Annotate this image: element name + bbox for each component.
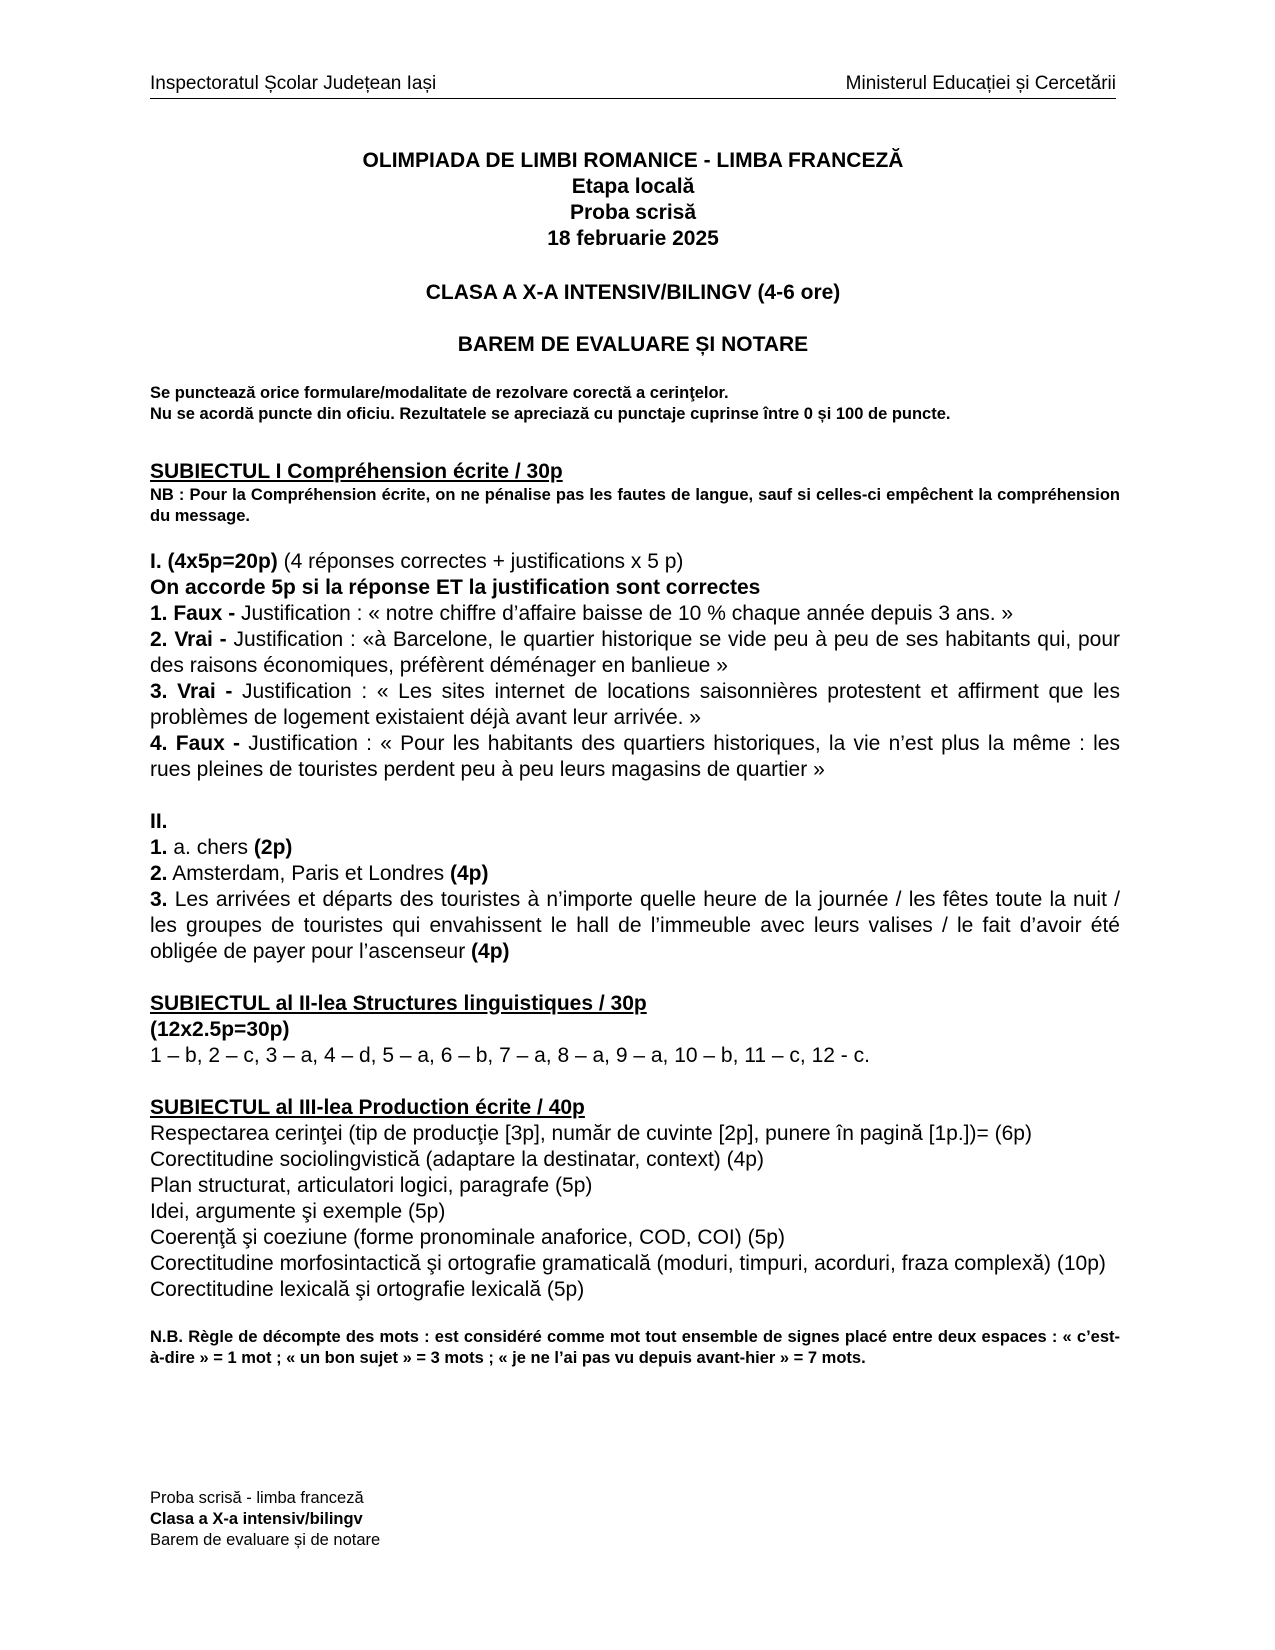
- word-count-note: N.B. Règle de décompte des mots : est considéré comme mot tout ensemble de signes placé entre deux espaces : « c’est-à-dire » = 1 mot ; « un bon sujet » = 3 mots ; « je ne l’ai pas vu depuis avant-hier » = 7 mots.: [150, 1328, 1120, 1367]
- part2-item: [150, 835, 1120, 861]
- criterion-item: Respectarea cerinţei (tip de producţie [3p], număr de cuvinte [2p], punere în pagină [1p.])= (6p): [150, 1122, 1032, 1145]
- item-number: 1. Faux -: [150, 602, 236, 625]
- item-number: 3.: [150, 888, 168, 911]
- part1-label: I. (4x5p=20p): [150, 550, 278, 573]
- part1-item: [150, 679, 1120, 731]
- class-line: CLASA A X-A INTENSIV/BILINGV (4-6 ore): [425, 281, 841, 304]
- criterion-item: Corectitudine lexicală şi ortografie lexicală (5p): [150, 1278, 585, 1301]
- page-header: [150, 72, 1116, 99]
- item-text: a. chers: [167, 836, 254, 859]
- document-body: [150, 383, 1120, 1369]
- footer-exam: Proba scrisă - limba franceză: [150, 1489, 364, 1507]
- item-points: (2p): [253, 836, 293, 859]
- title-olympiad: OLIMPIADA DE LIMBI ROMANICE - LIMBA FRANCEZĂ: [362, 149, 904, 172]
- item-text: Justification : « Les sites internet de locations saisonnières protestent et affirment que les problèmes de logement existaient déjà avant leur arrivée. »: [150, 680, 1120, 729]
- item-text: Justification : « notre chiffre d’affaire baisse de 10 % chaque année depuis 3 ans. »: [235, 602, 1014, 625]
- document-title: [150, 148, 1116, 252]
- general-note-1: Se punctează orice formulare/modalitate de rezolvare corectă a cerinţelor.: [150, 384, 729, 402]
- header-ministry: Ministerul Educației și Cercetării: [845, 73, 1116, 94]
- part1-rule: On accorde 5p si la réponse ET la justification sont correctes: [150, 576, 761, 599]
- item-number: 2. Vrai -: [150, 628, 227, 651]
- part2-item: [150, 861, 1120, 887]
- item-number: 3. Vrai -: [150, 680, 233, 703]
- item-number: 4. Faux -: [150, 732, 240, 755]
- page-footer: [150, 1488, 380, 1551]
- item-number: 2.: [150, 862, 168, 885]
- criterion-item: Corectitudine sociolingvistică (adaptare la destinatar, context) (4p): [150, 1148, 764, 1171]
- part1-desc: (4 réponses correctes + justifications x 5 p): [277, 550, 684, 573]
- subject3-heading: SUBIECTUL al III-lea Production écrite / 40p: [150, 1096, 585, 1119]
- criterion-item: Idei, argumente şi exemple (5p): [150, 1200, 446, 1223]
- title-stage: Etapa locală: [571, 175, 695, 198]
- item-text: Justification : «à Barcelone, le quartier historique se vide peu à peu de ses habitants qui, pour des raisons économiques, préfèrent déménager en banlieue »: [150, 628, 1120, 677]
- subject1-nb: NB : Pour la Compréhension écrite, on ne pénalise pas les fautes de langue, sauf si celles-ci empêchent la compréhension du message.: [150, 486, 1120, 525]
- item-points: (4p): [449, 862, 489, 885]
- part2-label: II.: [150, 810, 168, 833]
- header-inspectorate: Inspectoratul Școlar Județean Iași: [150, 73, 437, 94]
- title-exam-type: Proba scrisă: [569, 201, 697, 224]
- footer-class: Clasa a X-a intensiv/bilingv: [150, 1510, 363, 1528]
- criterion-item: Coerenţă şi coeziune (forme pronominale anaforice, COD, COI) (5p): [150, 1226, 785, 1249]
- item-text: Amsterdam, Paris et Londres: [167, 862, 450, 885]
- part1-item: [150, 731, 1120, 783]
- part2-item: [150, 887, 1120, 965]
- item-text: Les arrivées et départs des touristes à n’importe quelle heure de la journée / les fêtes toute la nuit / les groupes de touristes qui envahissent le hall de l’immeuble avec leurs valises / le fait d’avoir été obligée de payer pour l’ascenseur: [150, 888, 1120, 963]
- criterion-item: Corectitudine morfosintactică şi ortografie gramaticală (moduri, timpuri, acorduri, fraza complexă) (10p): [150, 1252, 1106, 1275]
- item-points: (4p): [471, 940, 510, 963]
- title-date: 18 februarie 2025: [547, 227, 719, 250]
- part1-item: [150, 601, 1120, 627]
- part1-header: [150, 549, 1120, 575]
- criterion-item: Plan structurat, articulatori logici, paragrafe (5p): [150, 1174, 593, 1197]
- general-note-2: Nu se acordă puncte din oficiu. Rezultatele se apreciază cu punctaje cuprinse între 0 și 100 de puncte.: [150, 405, 951, 423]
- part1-item: [150, 627, 1120, 679]
- subject2-answers: 1 – b, 2 – c, 3 – a, 4 – d, 5 – a, 6 – b, 7 – a, 8 – a, 9 – a, 10 – b, 11 – c, 12 - c.: [150, 1044, 870, 1067]
- footer-barem: Barem de evaluare și de notare: [150, 1531, 381, 1549]
- item-number: 1.: [150, 836, 168, 859]
- subject2-score: (12x2.5p=30p): [150, 1018, 290, 1041]
- item-text: Justification : « Pour les habitants des quartiers historiques, la vie n’est plus la même : les rues pleines de touristes perdent peu à peu leurs magasins de quartier »: [150, 732, 1120, 781]
- subject1-heading: SUBIECTUL I Compréhension écrite / 30p: [150, 460, 563, 483]
- subject2-heading: SUBIECTUL al II-lea Structures linguistiques / 30p: [150, 992, 647, 1015]
- barem-title: BAREM DE EVALUARE ȘI NOTARE: [457, 333, 809, 356]
